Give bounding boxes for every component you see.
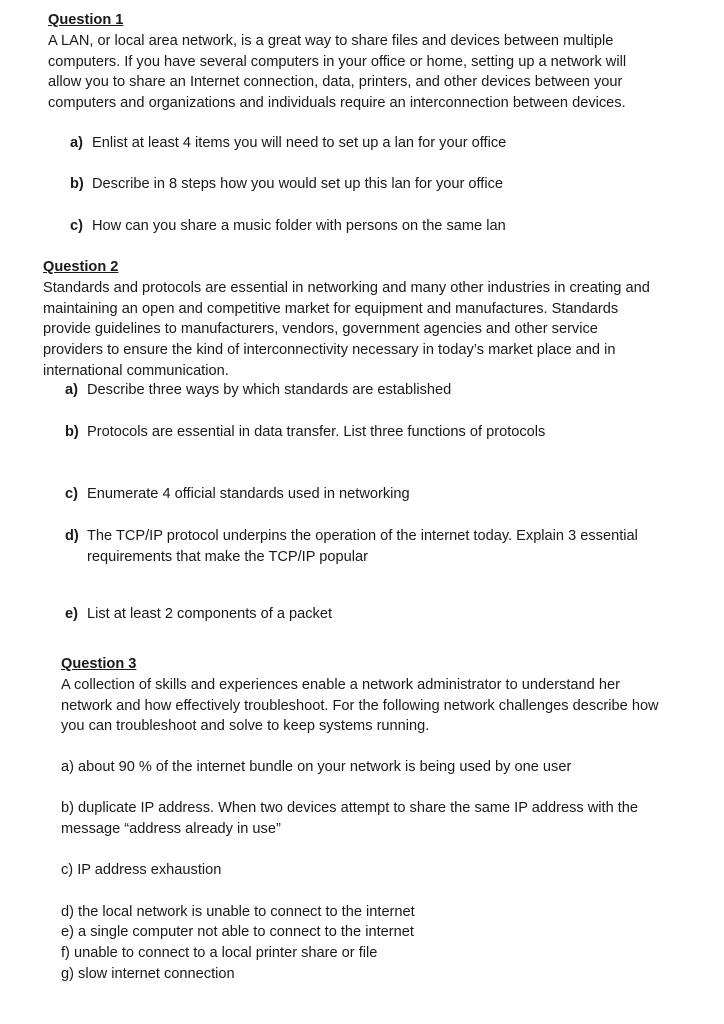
question-1-title: Question 1 bbox=[48, 12, 124, 28]
question-1-intro bbox=[48, 31, 724, 114]
item-text: Describe in 8 steps how you would set up this lan for your office bbox=[92, 176, 504, 192]
question-2-title: Question 2 bbox=[43, 259, 119, 275]
item-text: How can you share a music folder with persons on the same lan bbox=[92, 218, 506, 234]
question-2-item-c bbox=[65, 484, 410, 505]
question-2-intro bbox=[43, 278, 724, 382]
intro-line: A collection of skills and experiences enable a network administrator to understand her bbox=[61, 676, 620, 693]
question-2-item-d bbox=[65, 526, 638, 547]
intro-line: you can troubleshoot and solve to keep systems running. bbox=[61, 718, 430, 735]
question-3-item-b: b) duplicate IP address. When two devices attempt to share the same IP address with the bbox=[61, 800, 639, 816]
question-2-item-e bbox=[65, 604, 332, 625]
item-label: c) bbox=[65, 486, 78, 502]
item-text: The TCP/IP protocol underpins the operation of the internet today. Explain 3 essential bbox=[87, 528, 638, 544]
question-2-item-b bbox=[65, 422, 545, 443]
item-text: Enlist at least 4 items you will need to set up a lan for your office bbox=[92, 135, 507, 151]
question-3-title: Question 3 bbox=[61, 656, 137, 672]
intro-line: computers and organizations and individuals require an interconnection between devices. bbox=[48, 95, 626, 112]
question-3-item-g: g) slow internet connection bbox=[61, 966, 235, 982]
item-label: d) bbox=[65, 528, 79, 544]
intro-line: providers to ensure the kind of interconnectivity necessary in today’s market place and in bbox=[43, 342, 616, 359]
intro-line: international communication. bbox=[43, 362, 229, 379]
item-text: requirements that make the TCP/IP popular bbox=[87, 549, 368, 565]
question-3-item-b-continued: message “address already in use” bbox=[61, 821, 281, 837]
question-1-item-c bbox=[70, 216, 506, 237]
item-label: b) bbox=[65, 424, 79, 440]
question-1-section bbox=[48, 10, 724, 114]
question-3-item-e: e) a single computer not able to connect to the internet bbox=[61, 924, 414, 940]
intro-line: A LAN, or local area network, is a great way to share files and devices between multiple bbox=[48, 32, 614, 49]
question-2-item-a bbox=[65, 380, 451, 401]
question-1-item-b bbox=[70, 174, 503, 195]
intro-line: allow you to share an Internet connection, data, printers, and other devices between your bbox=[48, 74, 623, 91]
question-1-item-a bbox=[70, 133, 506, 154]
question-3-intro bbox=[61, 675, 724, 737]
intro-line: provide guidelines to manufacturers, vendors, government agencies and other service bbox=[43, 321, 598, 338]
item-label: b) bbox=[70, 176, 84, 192]
question-3-item-d: d) the local network is unable to connect to the internet bbox=[61, 904, 415, 920]
item-text: Protocols are essential in data transfer. List three functions of protocols bbox=[87, 424, 546, 440]
item-label: e) bbox=[65, 606, 78, 622]
question-3-item-f: f) unable to connect to a local printer share or file bbox=[61, 945, 378, 961]
question-2-section bbox=[43, 257, 724, 382]
intro-line: Standards and protocols are essential in networking and many other industries in creating and bbox=[43, 279, 650, 296]
question-3-item-c: c) IP address exhaustion bbox=[61, 862, 222, 878]
item-text: Describe three ways by which standards are established bbox=[87, 382, 452, 398]
intro-line: computers. If you have several computers in your office or home, setting up a network will bbox=[48, 53, 627, 70]
item-text: Enumerate 4 official standards used in networking bbox=[87, 486, 410, 502]
question-2-item-d-continued bbox=[87, 547, 368, 568]
item-text: List at least 2 components of a packet bbox=[87, 606, 332, 622]
question-3-section bbox=[61, 654, 724, 737]
item-label: c) bbox=[70, 218, 83, 234]
item-label: a) bbox=[65, 382, 78, 398]
intro-line: network and how effectively troubleshoot. For the following network challenges describe how bbox=[61, 697, 659, 714]
intro-line: maintaining an open and competitive market for equipment and manufactures. Standards bbox=[43, 300, 619, 317]
question-3-item-a: a) about 90 % of the internet bundle on your network is being used by one user bbox=[61, 759, 572, 775]
item-label: a) bbox=[70, 135, 83, 151]
